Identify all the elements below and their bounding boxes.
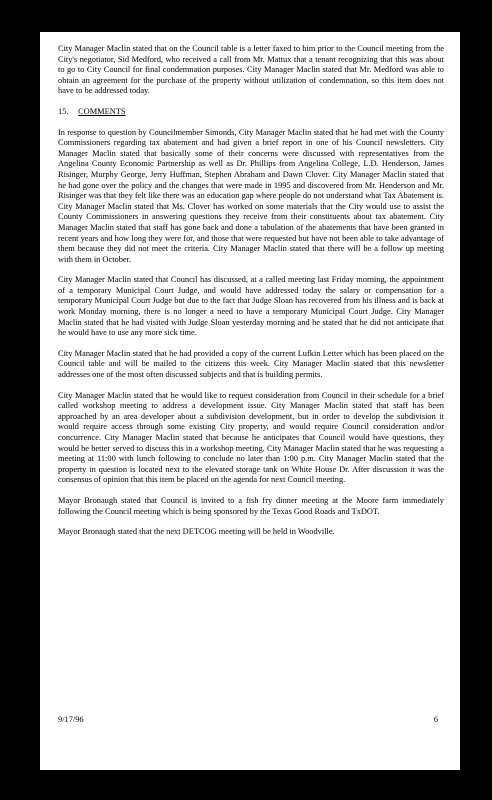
section-number: 15.	[58, 106, 69, 116]
section-title: COMMENTS	[78, 106, 126, 116]
paragraph-workshop-request: City Manager Maclin stated that he would like to request consideration from Council in their schedule for a brief called workshop meeting to address a development issue. City Manager Maclin stated that staff has been approached by an area developer about a subdivision development, but in order to develop the subdivision it would require access through some existing City property, and would require Council consideration and/or concurrence. City Manager Maclin stated that because he anticipates that Council would have questions, they would be better served to discuss this in a workshop meeting. City Manager Maclin stated that he was requesting a meeting at 11:00 with lunch following to conclude no later than 1:00 p.m. City Manager Maclin stated that the property in question is located next to the elevated storage tank on White House Dr. After discussion it was the consensus of opinion that this item be placed on the agenda for next Council meeting.	[58, 390, 444, 485]
paragraph-lufkin-letter: City Manager Maclin stated that he had provided a copy of the current Lufkin Letter which has been placed on the Council table and will be mailed to the citizens this week. City Manager Maclin stated that this newsletter addresses one of the most often discussed subjects and that is building permits.	[58, 348, 444, 380]
paragraph-municipal-judge: City Manager Maclin stated that Council has discussed, at a called meeting last Friday morning, the appointment of a temporary Municipal Court Judge, and would have addressed today the salary or compensation for a temporary Municipal Court Judge but due to the fact that Judge Sloan has recovered from his illness and is back at work Monday morning, there is no longer a need to have a temporary Municipal Court Judge. City Manager Maclin stated that he had visited with Judge Sloan yesterday morning and he stated that he did not anticipate that he would have to use any more sick time.	[58, 275, 444, 338]
paragraph-negotiator-letter: City Manager Maclin stated that on the Council table is a letter faxed to him prior to the Council meeting from the City's negotiator, Sid Medford, who received a call from Mr. Mattux that a tenant recognizing that this was about to go to City Council for final condemnation purposes. City Manager Maclin stated that Mr. Medford was able to obtain an agreement for the purchase of the property without utilization of condemnation, so this item does not have to be addressed today.	[58, 44, 444, 96]
document-page	[40, 32, 460, 770]
page-footer	[58, 715, 438, 726]
footer-page-number: 6	[433, 715, 438, 725]
section-heading	[58, 107, 444, 118]
paragraph-detcog: Mayor Bronaugh stated that the next DETCOG meeting will be held in Woodville.	[58, 527, 335, 537]
paragraph-tax-abatement: In response to question by Councilmember Simonds, City Manager Maclin stated that he had met with the County Commissioners regarding tax abatement and had given a brief report in one of his Council newsletters. City Manager Maclin stated that basically some of their concerns were discussed with representatives from the Angelina County Economic Partnership as well as Dr. Phillips from Angelina College, L.D. Henderson, James Risinger, Murphy George, Jerry Huffman, Stephen Abraham and Dawn Clover. City Manager Maclin stated that he had gone over the policy and the changes that were made in 1995 and discovered from Mr. Henderson and Mr. Risinger was that they felt like there was an education gap where people do not understand what Tax Abatement is. City Manager Maclin stated that Ms. Clover has worked on some materials that the City would use to assist the County Commissioners in answering questions they receive from their constituents about tax abatement. City Manager Maclin stated that staff has gone back and done a tabulation of the abatements that have been granted in recent years and how long they were for, and those that were requested but have not been able to take advantage of them because they did not meet the criteria. City Manager Maclin stated that there will be a follow up meeting with them in October.	[58, 127, 444, 264]
paragraph-fish-fry: Mayor Bronaugh stated that Council is invited to a fish fry dinner meeting at the Moore farm immediately following the Council meeting which is being sponsored by the Texas Good Roads and TxDOT.	[58, 495, 444, 516]
footer-date: 9/17/96	[58, 715, 84, 725]
